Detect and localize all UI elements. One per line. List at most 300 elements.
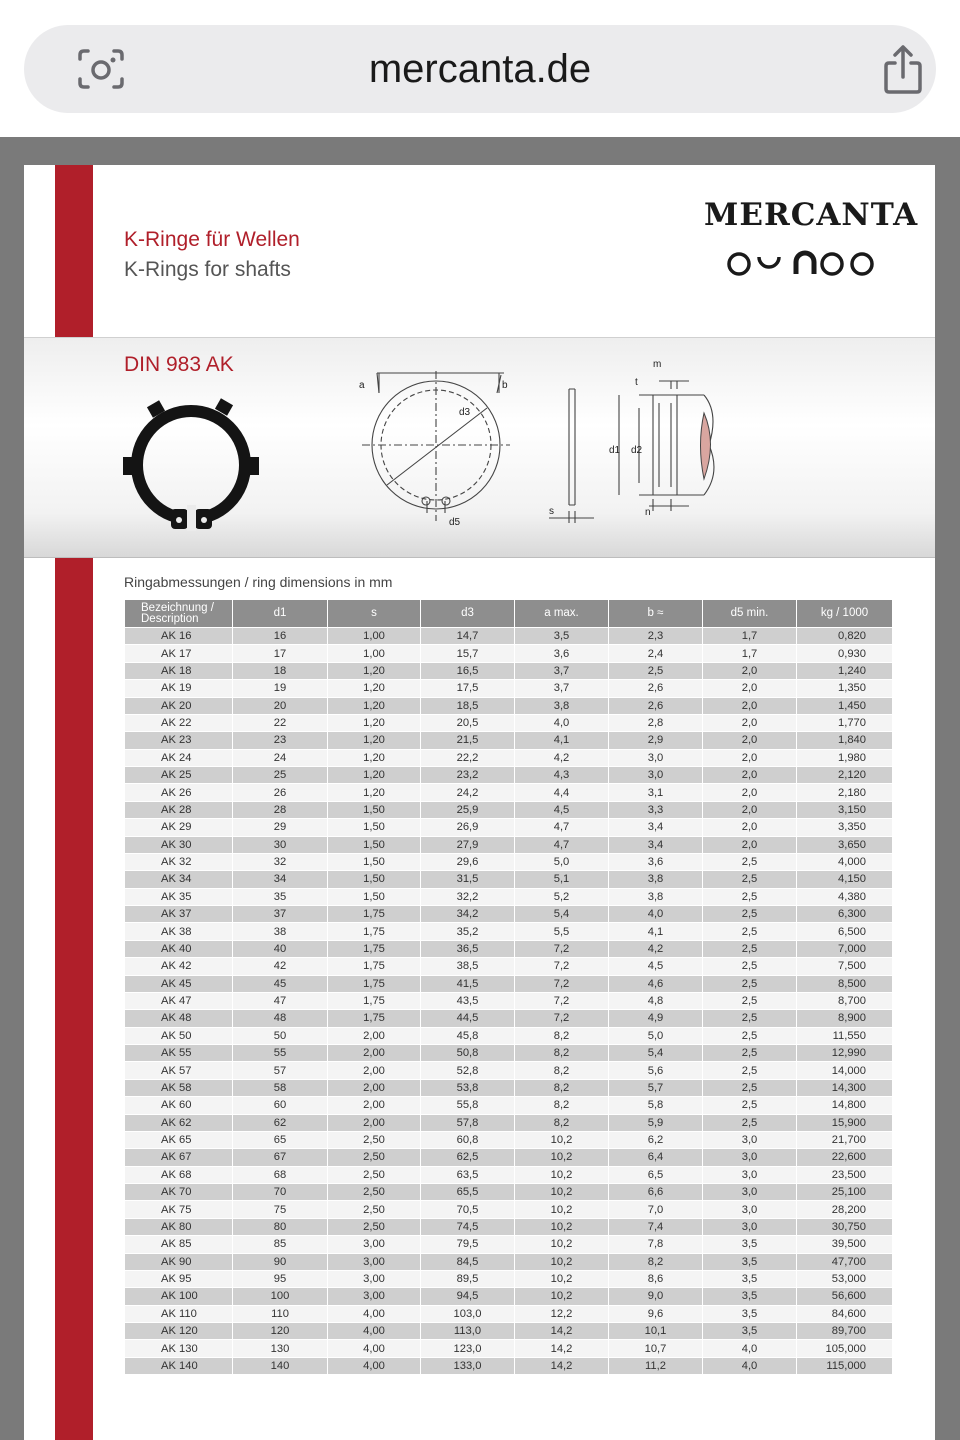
value-cell: 65,5 xyxy=(421,1184,515,1201)
value-cell: 4,00 xyxy=(328,1305,421,1322)
value-cell: 3,5 xyxy=(703,1323,797,1340)
value-cell: 45 xyxy=(233,975,328,992)
value-cell: 34,2 xyxy=(421,906,515,923)
value-cell: 41,5 xyxy=(421,975,515,992)
table-row xyxy=(125,871,893,888)
designation-cell: AK 130 xyxy=(125,1340,233,1357)
value-cell: 2,00 xyxy=(328,1062,421,1079)
value-cell: 1,50 xyxy=(328,801,421,818)
value-cell: 22 xyxy=(233,714,328,731)
value-cell: 8,6 xyxy=(609,1270,703,1287)
designation-cell: AK 60 xyxy=(125,1097,233,1114)
value-cell: 5,7 xyxy=(609,1079,703,1096)
value-cell: 2,0 xyxy=(703,784,797,801)
value-cell: 14,2 xyxy=(515,1340,609,1357)
designation-cell: AK 23 xyxy=(125,732,233,749)
value-cell: 68 xyxy=(233,1166,328,1183)
designation-cell: AK 75 xyxy=(125,1201,233,1218)
value-cell: 7,4 xyxy=(609,1218,703,1235)
value-cell: 2,5 xyxy=(703,958,797,975)
designation-cell: AK 62 xyxy=(125,1114,233,1131)
designation-cell: AK 38 xyxy=(125,923,233,940)
designation-cell: AK 16 xyxy=(125,628,233,645)
value-cell: 4,00 xyxy=(328,1323,421,1340)
value-cell: 10,2 xyxy=(515,1184,609,1201)
value-cell: 43,5 xyxy=(421,992,515,1009)
value-cell: 3,650 xyxy=(797,836,893,853)
value-cell: 5,8 xyxy=(609,1097,703,1114)
designation-cell: AK 35 xyxy=(125,888,233,905)
value-cell: 6,4 xyxy=(609,1149,703,1166)
value-cell: 53,8 xyxy=(421,1079,515,1096)
value-cell: 50,8 xyxy=(421,1045,515,1062)
datasheet-page xyxy=(24,165,935,1440)
value-cell: 8,900 xyxy=(797,1010,893,1027)
table-row xyxy=(125,1288,893,1305)
value-cell: 7,0 xyxy=(609,1201,703,1218)
value-cell: 14,300 xyxy=(797,1079,893,1096)
value-cell: 3,8 xyxy=(609,871,703,888)
value-cell: 31,5 xyxy=(421,871,515,888)
red-accent-bar xyxy=(55,165,93,337)
designation-cell: AK 45 xyxy=(125,975,233,992)
value-cell: 3,3 xyxy=(609,801,703,818)
value-cell: 62 xyxy=(233,1114,328,1131)
value-cell: 130 xyxy=(233,1340,328,1357)
value-cell: 7,2 xyxy=(515,1010,609,1027)
value-cell: 3,1 xyxy=(609,784,703,801)
table-body xyxy=(125,628,893,1375)
value-cell: 4,1 xyxy=(515,732,609,749)
column-header: d5 min. xyxy=(703,600,797,628)
value-cell: 60 xyxy=(233,1097,328,1114)
value-cell: 3,0 xyxy=(703,1131,797,1148)
value-cell: 2,0 xyxy=(703,801,797,818)
value-cell: 1,75 xyxy=(328,940,421,957)
value-cell: 4,000 xyxy=(797,853,893,870)
ring-dimensions-table xyxy=(124,599,893,1375)
value-cell: 3,5 xyxy=(703,1305,797,1322)
table-row xyxy=(125,1253,893,1270)
value-cell: 10,2 xyxy=(515,1149,609,1166)
url-text[interactable]: mercanta.de xyxy=(368,47,592,91)
table-row xyxy=(125,888,893,905)
value-cell: 5,0 xyxy=(609,1027,703,1044)
value-cell: 1,350 xyxy=(797,680,893,697)
value-cell: 8,2 xyxy=(609,1253,703,1270)
value-cell: 4,150 xyxy=(797,871,893,888)
designation-cell: AK 100 xyxy=(125,1288,233,1305)
value-cell: 8,2 xyxy=(515,1062,609,1079)
value-cell: 47,700 xyxy=(797,1253,893,1270)
share-icon[interactable] xyxy=(876,41,930,97)
value-cell: 4,0 xyxy=(609,906,703,923)
value-cell: 44,5 xyxy=(421,1010,515,1027)
value-cell: 3,0 xyxy=(703,1184,797,1201)
value-cell: 1,50 xyxy=(328,888,421,905)
value-cell: 3,150 xyxy=(797,801,893,818)
value-cell: 28 xyxy=(233,801,328,818)
value-cell: 37 xyxy=(233,906,328,923)
value-cell: 48 xyxy=(233,1010,328,1027)
value-cell: 2,5 xyxy=(703,888,797,905)
table-row xyxy=(125,767,893,784)
value-cell: 18,5 xyxy=(421,697,515,714)
designation-cell: AK 70 xyxy=(125,1184,233,1201)
value-cell: 3,5 xyxy=(703,1253,797,1270)
value-cell: 10,2 xyxy=(515,1131,609,1148)
value-cell: 25 xyxy=(233,767,328,784)
designation-cell: AK 20 xyxy=(125,697,233,714)
designation-cell: AK 29 xyxy=(125,819,233,836)
value-cell: 10,1 xyxy=(609,1323,703,1340)
value-cell: 25,100 xyxy=(797,1184,893,1201)
value-cell: 6,5 xyxy=(609,1166,703,1183)
value-cell: 3,00 xyxy=(328,1253,421,1270)
value-cell: 2,5 xyxy=(703,871,797,888)
designation-cell: AK 32 xyxy=(125,853,233,870)
value-cell: 32,2 xyxy=(421,888,515,905)
value-cell: 2,5 xyxy=(703,1010,797,1027)
value-cell: 14,7 xyxy=(421,628,515,645)
dim-label-n: n xyxy=(645,507,651,518)
value-cell: 20,5 xyxy=(421,714,515,731)
value-cell: 23,500 xyxy=(797,1166,893,1183)
document-viewer[interactable] xyxy=(0,137,960,1440)
value-cell: 1,240 xyxy=(797,662,893,679)
value-cell: 63,5 xyxy=(421,1166,515,1183)
value-cell: 67 xyxy=(233,1149,328,1166)
value-cell: 2,50 xyxy=(328,1166,421,1183)
value-cell: 4,00 xyxy=(328,1340,421,1357)
value-cell: 3,4 xyxy=(609,836,703,853)
value-cell: 2,00 xyxy=(328,1114,421,1131)
table-row xyxy=(125,958,893,975)
value-cell: 2,5 xyxy=(703,1045,797,1062)
column-header: kg / 1000 xyxy=(797,600,893,628)
standard-title: DIN 983 AK xyxy=(124,353,234,376)
value-cell: 84,600 xyxy=(797,1305,893,1322)
value-cell: 1,770 xyxy=(797,714,893,731)
value-cell: 123,0 xyxy=(421,1340,515,1357)
value-cell: 1,980 xyxy=(797,749,893,766)
value-cell: 79,5 xyxy=(421,1236,515,1253)
value-cell: 1,7 xyxy=(703,628,797,645)
value-cell: 35,2 xyxy=(421,923,515,940)
value-cell: 1,20 xyxy=(328,749,421,766)
value-cell: 2,0 xyxy=(703,662,797,679)
value-cell: 34 xyxy=(233,871,328,888)
value-cell: 75 xyxy=(233,1201,328,1218)
value-cell: 60,8 xyxy=(421,1131,515,1148)
value-cell: 3,350 xyxy=(797,819,893,836)
red-accent-bar xyxy=(55,558,93,1440)
value-cell: 4,8 xyxy=(609,992,703,1009)
value-cell: 5,2 xyxy=(515,888,609,905)
table-row xyxy=(125,906,893,923)
value-cell: 1,50 xyxy=(328,819,421,836)
value-cell: 4,7 xyxy=(515,836,609,853)
value-cell: 3,7 xyxy=(515,662,609,679)
value-cell: 3,00 xyxy=(328,1270,421,1287)
table-row xyxy=(125,1097,893,1114)
value-cell: 4,0 xyxy=(515,714,609,731)
technical-drawing xyxy=(349,353,719,543)
value-cell: 2,120 xyxy=(797,767,893,784)
value-cell: 4,2 xyxy=(515,749,609,766)
value-cell: 38 xyxy=(233,923,328,940)
value-cell: 10,2 xyxy=(515,1270,609,1287)
value-cell: 2,00 xyxy=(328,1097,421,1114)
value-cell: 24,2 xyxy=(421,784,515,801)
value-cell: 1,20 xyxy=(328,714,421,731)
value-cell: 110 xyxy=(233,1305,328,1322)
value-cell: 2,0 xyxy=(703,697,797,714)
value-cell: 30,750 xyxy=(797,1218,893,1235)
table-row xyxy=(125,1131,893,1148)
value-cell: 5,9 xyxy=(609,1114,703,1131)
value-cell: 14,000 xyxy=(797,1062,893,1079)
value-cell: 5,6 xyxy=(609,1062,703,1079)
designation-cell: AK 47 xyxy=(125,992,233,1009)
value-cell: 1,20 xyxy=(328,680,421,697)
value-cell: 1,50 xyxy=(328,853,421,870)
designation-cell: AK 40 xyxy=(125,940,233,957)
designation-cell: AK 85 xyxy=(125,1236,233,1253)
value-cell: 3,5 xyxy=(703,1236,797,1253)
value-cell: 140 xyxy=(233,1357,328,1374)
value-cell: 27,9 xyxy=(421,836,515,853)
value-cell: 12,990 xyxy=(797,1045,893,1062)
browser-toolbar xyxy=(0,0,960,137)
table-row xyxy=(125,801,893,818)
value-cell: 1,75 xyxy=(328,1010,421,1027)
value-cell: 133,0 xyxy=(421,1357,515,1374)
value-cell: 3,0 xyxy=(703,1166,797,1183)
value-cell: 2,5 xyxy=(703,992,797,1009)
value-cell: 2,3 xyxy=(609,628,703,645)
value-cell: 8,2 xyxy=(515,1114,609,1131)
value-cell: 52,8 xyxy=(421,1062,515,1079)
value-cell: 1,20 xyxy=(328,662,421,679)
value-cell: 4,5 xyxy=(515,801,609,818)
designation-cell: AK 26 xyxy=(125,784,233,801)
value-cell: 6,6 xyxy=(609,1184,703,1201)
value-cell: 4,0 xyxy=(703,1340,797,1357)
value-cell: 15,7 xyxy=(421,645,515,662)
value-cell: 2,5 xyxy=(703,1097,797,1114)
value-cell: 10,2 xyxy=(515,1201,609,1218)
value-cell: 2,9 xyxy=(609,732,703,749)
designation-cell: AK 58 xyxy=(125,1079,233,1096)
table-row xyxy=(125,1045,893,1062)
value-cell: 29 xyxy=(233,819,328,836)
value-cell: 20 xyxy=(233,697,328,714)
value-cell: 1,00 xyxy=(328,645,421,662)
value-cell: 55,8 xyxy=(421,1097,515,1114)
value-cell: 58 xyxy=(233,1079,328,1096)
value-cell: 4,380 xyxy=(797,888,893,905)
value-cell: 2,00 xyxy=(328,1079,421,1096)
value-cell: 29,6 xyxy=(421,853,515,870)
value-cell: 0,930 xyxy=(797,645,893,662)
value-cell: 5,4 xyxy=(609,1045,703,1062)
value-cell: 2,50 xyxy=(328,1131,421,1148)
value-cell: 103,0 xyxy=(421,1305,515,1322)
value-cell: 2,5 xyxy=(703,1079,797,1096)
table-row xyxy=(125,1218,893,1235)
table-row xyxy=(125,975,893,992)
value-cell: 3,5 xyxy=(703,1288,797,1305)
dim-label-a: a xyxy=(359,380,365,391)
designation-cell: AK 80 xyxy=(125,1218,233,1235)
value-cell: 15,900 xyxy=(797,1114,893,1131)
column-header: b ≈ xyxy=(609,600,703,628)
value-cell: 4,2 xyxy=(609,940,703,957)
value-cell: 39,500 xyxy=(797,1236,893,1253)
designation-cell: AK 57 xyxy=(125,1062,233,1079)
value-cell: 38,5 xyxy=(421,958,515,975)
value-cell: 14,2 xyxy=(515,1357,609,1374)
value-cell: 2,00 xyxy=(328,1027,421,1044)
table-row xyxy=(125,714,893,731)
value-cell: 17,5 xyxy=(421,680,515,697)
value-cell: 1,20 xyxy=(328,697,421,714)
table-row xyxy=(125,749,893,766)
table-header-row xyxy=(125,600,893,628)
column-header: d1 xyxy=(233,600,328,628)
value-cell: 1,75 xyxy=(328,975,421,992)
designation-cell: AK 90 xyxy=(125,1253,233,1270)
value-cell: 4,6 xyxy=(609,975,703,992)
value-cell: 19 xyxy=(233,680,328,697)
value-cell: 57 xyxy=(233,1062,328,1079)
value-cell: 45,8 xyxy=(421,1027,515,1044)
value-cell: 2,0 xyxy=(703,732,797,749)
table-row xyxy=(125,784,893,801)
value-cell: 2,5 xyxy=(703,1062,797,1079)
table-row xyxy=(125,680,893,697)
table-row xyxy=(125,732,893,749)
value-cell: 115,000 xyxy=(797,1357,893,1374)
value-cell: 10,2 xyxy=(515,1166,609,1183)
value-cell: 2,50 xyxy=(328,1218,421,1235)
value-cell: 5,5 xyxy=(515,923,609,940)
value-cell: 4,1 xyxy=(609,923,703,940)
value-cell: 7,000 xyxy=(797,940,893,957)
value-cell: 4,9 xyxy=(609,1010,703,1027)
value-cell: 1,840 xyxy=(797,732,893,749)
table-row xyxy=(125,1114,893,1131)
table-row xyxy=(125,645,893,662)
value-cell: 7,500 xyxy=(797,958,893,975)
value-cell: 2,5 xyxy=(703,906,797,923)
value-cell: 2,5 xyxy=(703,853,797,870)
value-cell: 3,00 xyxy=(328,1288,421,1305)
value-cell: 10,2 xyxy=(515,1253,609,1270)
value-cell: 80 xyxy=(233,1218,328,1235)
designation-cell: AK 120 xyxy=(125,1323,233,1340)
page-title-english: K-Rings for shafts xyxy=(124,258,291,281)
value-cell: 8,700 xyxy=(797,992,893,1009)
value-cell: 2,0 xyxy=(703,819,797,836)
table-row xyxy=(125,923,893,940)
value-cell: 7,2 xyxy=(515,975,609,992)
value-cell: 11,2 xyxy=(609,1357,703,1374)
value-cell: 70 xyxy=(233,1184,328,1201)
value-cell: 3,5 xyxy=(515,628,609,645)
value-cell: 1,50 xyxy=(328,836,421,853)
value-cell: 10,7 xyxy=(609,1340,703,1357)
value-cell: 9,6 xyxy=(609,1305,703,1322)
dim-label-d1: d1 xyxy=(609,445,621,456)
table-row xyxy=(125,1062,893,1079)
value-cell: 1,75 xyxy=(328,906,421,923)
address-bar[interactable] xyxy=(24,25,936,113)
designation-cell: AK 18 xyxy=(125,662,233,679)
designation-cell: AK 95 xyxy=(125,1270,233,1287)
designation-cell: AK 110 xyxy=(125,1305,233,1322)
value-cell: 2,0 xyxy=(703,680,797,697)
table-row xyxy=(125,1236,893,1253)
table-row xyxy=(125,697,893,714)
value-cell: 12,2 xyxy=(515,1305,609,1322)
product-band xyxy=(24,337,935,558)
value-cell: 1,20 xyxy=(328,784,421,801)
value-cell: 10,2 xyxy=(515,1288,609,1305)
value-cell: 100 xyxy=(233,1288,328,1305)
brand-logo: MERCANTA xyxy=(704,197,919,233)
table-row xyxy=(125,940,893,957)
value-cell: 2,0 xyxy=(703,767,797,784)
value-cell: 7,2 xyxy=(515,992,609,1009)
value-cell: 90 xyxy=(233,1253,328,1270)
value-cell: 95 xyxy=(233,1270,328,1287)
table-row xyxy=(125,1010,893,1027)
table-row xyxy=(125,1166,893,1183)
value-cell: 42 xyxy=(233,958,328,975)
value-cell: 120 xyxy=(233,1323,328,1340)
value-cell: 2,5 xyxy=(703,923,797,940)
value-cell: 4,5 xyxy=(609,958,703,975)
value-cell: 3,4 xyxy=(609,819,703,836)
value-cell: 3,00 xyxy=(328,1236,421,1253)
value-cell: 3,0 xyxy=(703,1218,797,1235)
value-cell: 8,2 xyxy=(515,1045,609,1062)
table-row xyxy=(125,1323,893,1340)
value-cell: 8,500 xyxy=(797,975,893,992)
column-header: a max. xyxy=(515,600,609,628)
dim-label-b: b xyxy=(502,380,508,391)
value-cell: 5,4 xyxy=(515,906,609,923)
value-cell: 26,9 xyxy=(421,819,515,836)
value-cell: 3,7 xyxy=(515,680,609,697)
value-cell: 2,00 xyxy=(328,1045,421,1062)
table-row xyxy=(125,1149,893,1166)
value-cell: 23 xyxy=(233,732,328,749)
table-row xyxy=(125,1340,893,1357)
value-cell: 3,0 xyxy=(609,749,703,766)
table-row xyxy=(125,1027,893,1044)
value-cell: 1,20 xyxy=(328,732,421,749)
value-cell: 14,800 xyxy=(797,1097,893,1114)
dim-label-d5: d5 xyxy=(449,517,461,528)
value-cell: 84,5 xyxy=(421,1253,515,1270)
retaining-ring-icon xyxy=(119,393,264,538)
value-cell: 5,1 xyxy=(515,871,609,888)
value-cell: 2,50 xyxy=(328,1201,421,1218)
table-row xyxy=(125,836,893,853)
